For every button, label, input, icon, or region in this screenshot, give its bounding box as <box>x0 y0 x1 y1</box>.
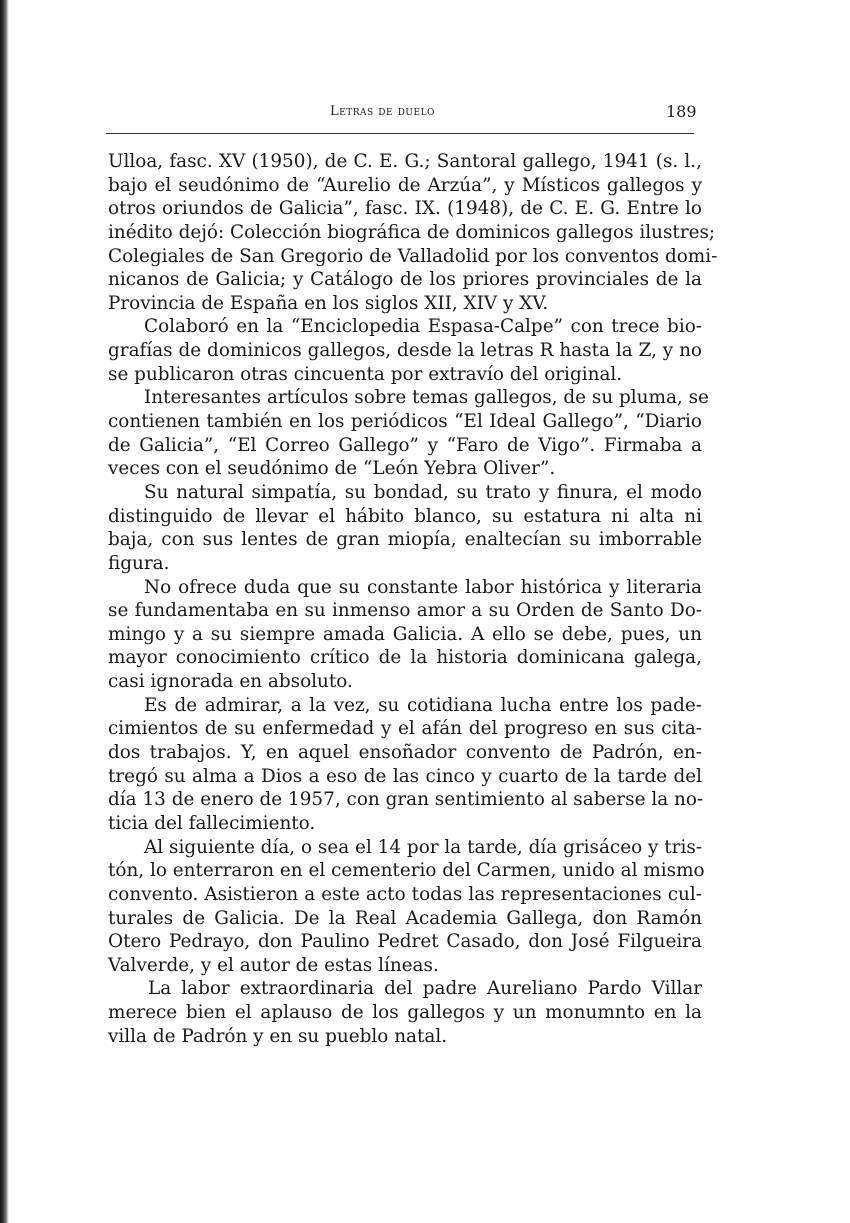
page-header <box>106 96 706 124</box>
text-line: Otero Pedrayo, don Paulino Pedret Casado, don José Filgueira <box>108 931 702 953</box>
text-line: distinguido de llevar el hábito blanco, su estatura ni alta ni <box>108 505 702 527</box>
text-line: mingo y a su siempre amada Galicia. A ello se debe, pues, un <box>108 623 702 645</box>
text-line: Al siguiente día, o sea el 14 por la tarde, día grisáceo y tris- <box>144 836 702 858</box>
text-line: Interesantes artículos sobre temas gallegos, de su pluma, se <box>144 387 709 409</box>
text-line: otros oriundos de Galicia”, fasc. IX. (1948), de C. E. G. Entre lo <box>108 198 702 220</box>
text-line: No ofrece duda que su constante labor histórica y literaria <box>144 576 702 598</box>
text-line: tregó su alma a Dios a eso de las cinco y cuarto de la tarde del <box>108 765 702 787</box>
text-line: convento. Asistieron a este acto todas las representaciones cul- <box>108 883 702 905</box>
text-line: turales de Galicia. De la Real Academia Gallega, don Ramón <box>108 907 702 929</box>
body-text <box>108 150 718 1048</box>
text-line: de Galicia”, “El Correo Gallego” y “Faro de Vigo”. Firmaba a <box>108 434 702 456</box>
text-line: se publicaron otras cincuenta por extravío del original. <box>108 363 623 385</box>
text-line: Provincia de España en los siglos XII, XIV y XV. <box>108 292 549 314</box>
header-rule <box>106 133 694 134</box>
running-title: Letras de duelo <box>330 104 435 119</box>
text-line: cimientos de su enfermedad y el afán del progreso en sus cita- <box>108 718 702 740</box>
text-line: se fundamentaba en su inmenso amor a su Orden de Santo Do- <box>108 600 702 622</box>
text-line: nicanos de Galicia; y Catálogo de los priores provinciales de la <box>108 269 702 291</box>
text-line: Es de admirar, a la vez, su cotidiana lucha entre los pade- <box>144 694 702 716</box>
text-line: figura. <box>108 552 170 574</box>
text-line: Su natural simpatía, su bondad, su trato y finura, el modo <box>144 481 702 503</box>
text-line: contienen también en los periódicos “El Ideal Gallego”, “Diario <box>108 411 702 433</box>
text-line: inédito dejó: Colección biográfica de dominicos gallegos ilustres; <box>108 221 716 243</box>
text-line: dos trabajos. Y, en aquel ensoñador convento de Padrón, en- <box>108 742 702 764</box>
text-line: veces con el seudónimo de “León Yebra Oliver”. <box>108 458 556 480</box>
text-line: villa de Padrón y en su pueblo natal. <box>108 1025 448 1047</box>
text-line: tón, lo enterraron en el cementerio del Carmen, unido al mismo <box>108 860 705 882</box>
text-line: Ulloa, fasc. XV (1950), de C. E. G.; Santoral gallego, 1941 (s. l., <box>108 151 702 172</box>
text-line: casi ignorada en absoluto. <box>108 671 353 693</box>
text-line: Colegiales de San Gregorio de Valladolid por los conventos domi- <box>108 245 718 267</box>
page-edge-shadow <box>0 0 9 1223</box>
text-line: grafías de dominicos gallegos, desde la letras R hasta la Z, y no <box>108 340 702 362</box>
text-line: Valverde, y el autor de estas líneas. <box>108 954 439 976</box>
text-line: mayor conocimiento crítico de la historia dominicana galega, <box>108 647 702 669</box>
text-line: baja, con sus lentes de gran miopía, enaltecían su imborrable <box>108 529 702 551</box>
text-line: día 13 de enero de 1957, con gran sentimiento al saberse la no- <box>108 789 704 811</box>
page-number: 189 <box>666 102 697 121</box>
text-line: ticia del fallecimiento. <box>108 812 316 834</box>
text-line: merece bien el aplauso de los gallegos y un monumnto en la <box>108 1002 702 1024</box>
text-line: bajo el seudónimo de “Aurelio de Arzúa”, y Místicos gallegos y <box>108 174 702 196</box>
text-line: La labor extraordinaria del padre Aureliano Pardo Villar <box>148 978 702 1000</box>
text-line: Colaboró en la “Enciclopedia Espasa-Calpe” con trece bio- <box>144 316 702 338</box>
